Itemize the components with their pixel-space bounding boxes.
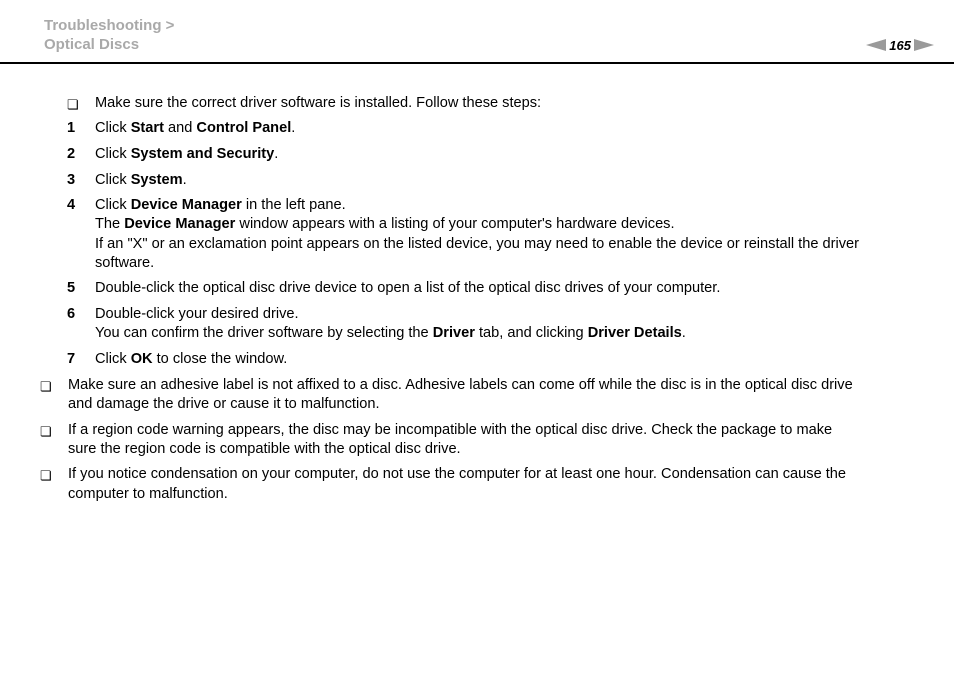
checkbox-bullet-icon: ❏ [40, 424, 52, 439]
breadcrumb-section[interactable]: Troubleshooting > [44, 17, 175, 34]
bullet-text: If a region code warning appears, the disc may be incompatible with the optical disc drive. Check the package to make [68, 422, 833, 438]
bullet-text: If you notice condensation on your computer, do not use the computer for at least one hour. Condensation can cause the [68, 466, 847, 482]
step-text: Click OK to close the window. [95, 351, 288, 367]
pager [866, 37, 934, 53]
page-header [0, 0, 954, 64]
breadcrumb-page[interactable]: Optical Discs [44, 36, 140, 53]
checkbox-bullet-icon: ❏ [40, 468, 52, 483]
next-arrow-icon[interactable] [914, 39, 934, 51]
bullet-text: sure the region code is compatible with the optical disc drive. [68, 441, 461, 457]
step-number: 6 [67, 306, 76, 322]
checkbox-bullet-icon: ❏ [67, 97, 79, 112]
step-text: Click Device Manager in the left pane. [95, 197, 346, 213]
step-text: Double-click the optical disc drive device to open a list of the optical disc drives of your computer. [95, 280, 721, 296]
step-number: 3 [67, 172, 76, 188]
step-number: 4 [67, 197, 76, 213]
breadcrumb [44, 16, 174, 54]
step-detail: software. [95, 255, 155, 271]
step-number: 2 [67, 146, 76, 162]
step-text: Click System and Security. [95, 146, 279, 162]
bullet-text: and damage the drive or cause it to malfunction. [68, 396, 380, 412]
step-detail: The Device Manager window appears with a listing of your computer's hardware devices. [95, 216, 675, 232]
step-detail: You can confirm the driver software by selecting the Driver tab, and clicking Driver Details. [95, 325, 686, 341]
step-text: Click Start and Control Panel. [95, 120, 296, 136]
prev-arrow-icon[interactable] [866, 39, 886, 51]
bullet-text: Make sure an adhesive label is not affixed to a disc. Adhesive labels can come off while the disc is in the optical disc drive [68, 377, 853, 393]
checkbox-bullet-icon: ❏ [40, 379, 52, 394]
bullet-text: computer to malfunction. [68, 486, 228, 502]
header-divider [0, 62, 954, 64]
step-number: 7 [67, 351, 76, 367]
intro-text: Make sure the correct driver software is installed. Follow these steps: [95, 95, 542, 111]
step-detail: If an "X" or an exclamation point appears on the listed device, you may need to enable the device or reinstall the driver [95, 236, 860, 252]
step-number: 5 [67, 280, 76, 296]
step-number: 1 [67, 120, 76, 136]
step-text: Click System. [95, 172, 187, 188]
page-number: 165 [889, 37, 911, 53]
step-text: Double-click your desired drive. [95, 306, 299, 322]
